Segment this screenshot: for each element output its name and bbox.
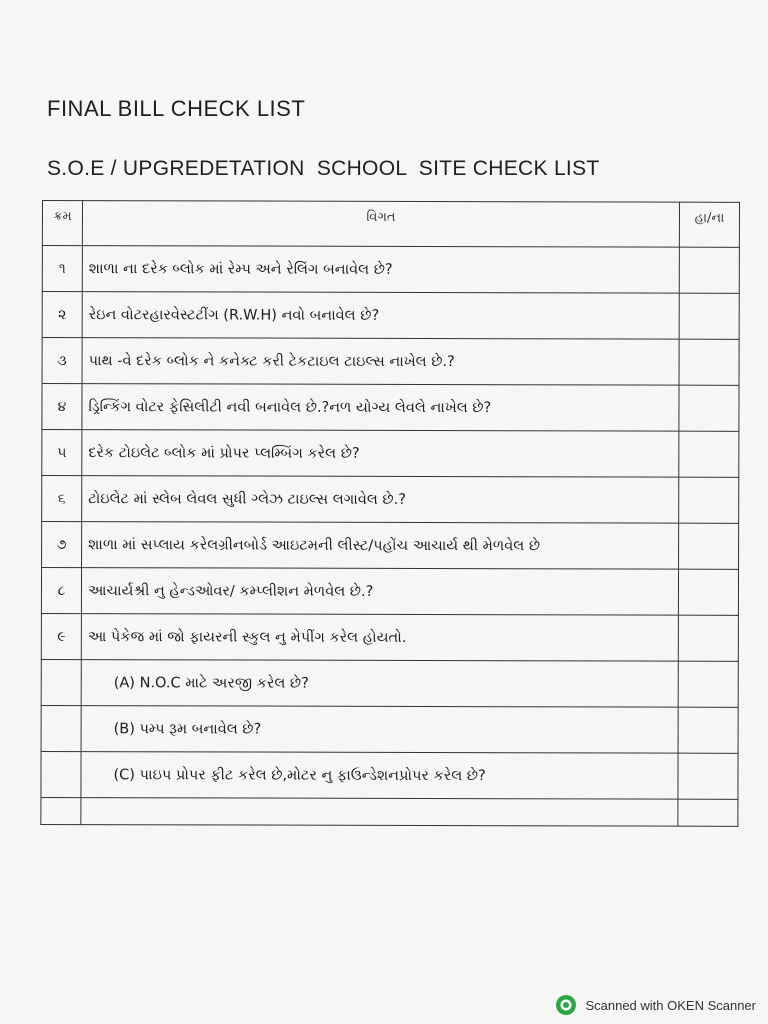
checklist-table (40, 200, 740, 827)
scanner-watermark (555, 994, 756, 1016)
row-number (41, 659, 81, 705)
row-detail: ડ્રિન્કિંગ વોટર ફેસિલીટી નવી બનાવેલ છે.?નળ યોગ્ય લેવલે નાખેલ છે? (82, 384, 679, 432)
row-answer-cell[interactable] (679, 293, 739, 339)
row-answer-cell[interactable] (679, 523, 739, 569)
table-row-empty (41, 797, 738, 826)
scanner-logo-icon (555, 994, 577, 1016)
row-detail: આ પેકેજ માં જો ફાયરની સ્કુલ નુ મેપીંગ કરેલ હોયતો. (81, 614, 678, 662)
row-number: ૬ (42, 476, 82, 522)
header-serial-number: ક્રમ (42, 201, 82, 246)
row-detail: શાળા માં સપ્લાય કરેલગ્રીનબોર્ડ આઇટમની લીસ્ટ/પહોંચ આચાર્ય થી મેળવેલ છે (82, 522, 679, 570)
table-row (42, 338, 739, 386)
row-detail: પાથ -વે દરેક બ્લોક ને કનેક્ટ કરી ટેકટાઇલ ટાઇલ્સ નાખેલ છે.? (82, 338, 679, 386)
row-number: ૮ (41, 568, 81, 614)
table-row (41, 659, 738, 707)
row-answer-cell[interactable] (678, 569, 738, 615)
row-detail: શાળા ના દરેક બ્લોક માં રેમ્પ અને રેલિંગ બનાવેલ છે? (82, 246, 679, 294)
row-answer-cell[interactable] (679, 385, 739, 431)
empty-cell (41, 797, 81, 824)
row-detail: ટોઇલેટ માં સ્લેબ લેવલ સુધી ગ્લેઝ ટાઇલ્સ લગાવેલ છે.? (82, 476, 679, 524)
row-answer-cell[interactable] (678, 661, 738, 707)
empty-cell (81, 798, 678, 827)
table-row (42, 384, 739, 432)
page-title: FINAL BILL CHECK LIST (47, 96, 306, 121)
row-number: ૩ (42, 338, 82, 384)
table-header-row (42, 201, 739, 248)
table-row (41, 568, 738, 616)
row-number: ૧ (42, 246, 82, 292)
row-number: ૯ (41, 613, 81, 659)
table-row (42, 292, 739, 340)
table-row (41, 613, 738, 661)
row-number (41, 705, 81, 751)
row-number: ૭ (42, 522, 82, 568)
row-answer-cell[interactable] (679, 247, 739, 293)
row-detail: દરેક ટોઇલેટ બ્લોક માં પ્રોપર પ્લમ્બિંગ કરેલ છે? (82, 430, 679, 478)
table-row (42, 522, 739, 570)
empty-cell[interactable] (678, 799, 738, 826)
row-number: ૨ (42, 292, 82, 338)
row-number: ૫ (42, 430, 82, 476)
row-answer-cell[interactable] (679, 339, 739, 385)
row-detail: (A) N.O.C માટે અરજી કરેલ છે? (81, 660, 678, 708)
row-detail: (B) પમ્પ રૂમ બનાવેલ છે? (81, 706, 678, 754)
table-row (42, 430, 739, 478)
row-answer-cell[interactable] (678, 707, 738, 753)
table-row (41, 751, 738, 799)
header-detail: વિગત (82, 201, 679, 248)
row-answer-cell[interactable] (678, 615, 738, 661)
row-detail: (C) પાઇપ પ્રોપર ફીટ કરેલ છે,મોટર નુ ફાઉન્ડેશનપ્રોપર કરેલ છે? (81, 752, 678, 800)
row-number (41, 751, 81, 797)
scanner-text: Scanned with OKEN Scanner (585, 997, 756, 1013)
table-row (42, 476, 739, 524)
row-detail: રેઇન વોટરહારવેસ્ટટીંગ (R.W.H) નવો બનાવેલ છે? (82, 292, 679, 340)
row-number: ૪ (42, 384, 82, 430)
table-row (42, 246, 739, 294)
page-subtitle: S.O.E / UPGREDETATION SCHOOL SITE CHECK LIST (47, 157, 600, 180)
row-answer-cell[interactable] (679, 477, 739, 523)
row-detail: આચાર્યશ્રી નુ હેન્ડઓવર/ કમ્પ્લીશન મેળવેલ છે.? (81, 568, 678, 616)
row-answer-cell[interactable] (679, 431, 739, 477)
header-yes-no: હા/ના (679, 202, 739, 247)
table-row (41, 705, 738, 753)
row-answer-cell[interactable] (678, 753, 738, 799)
